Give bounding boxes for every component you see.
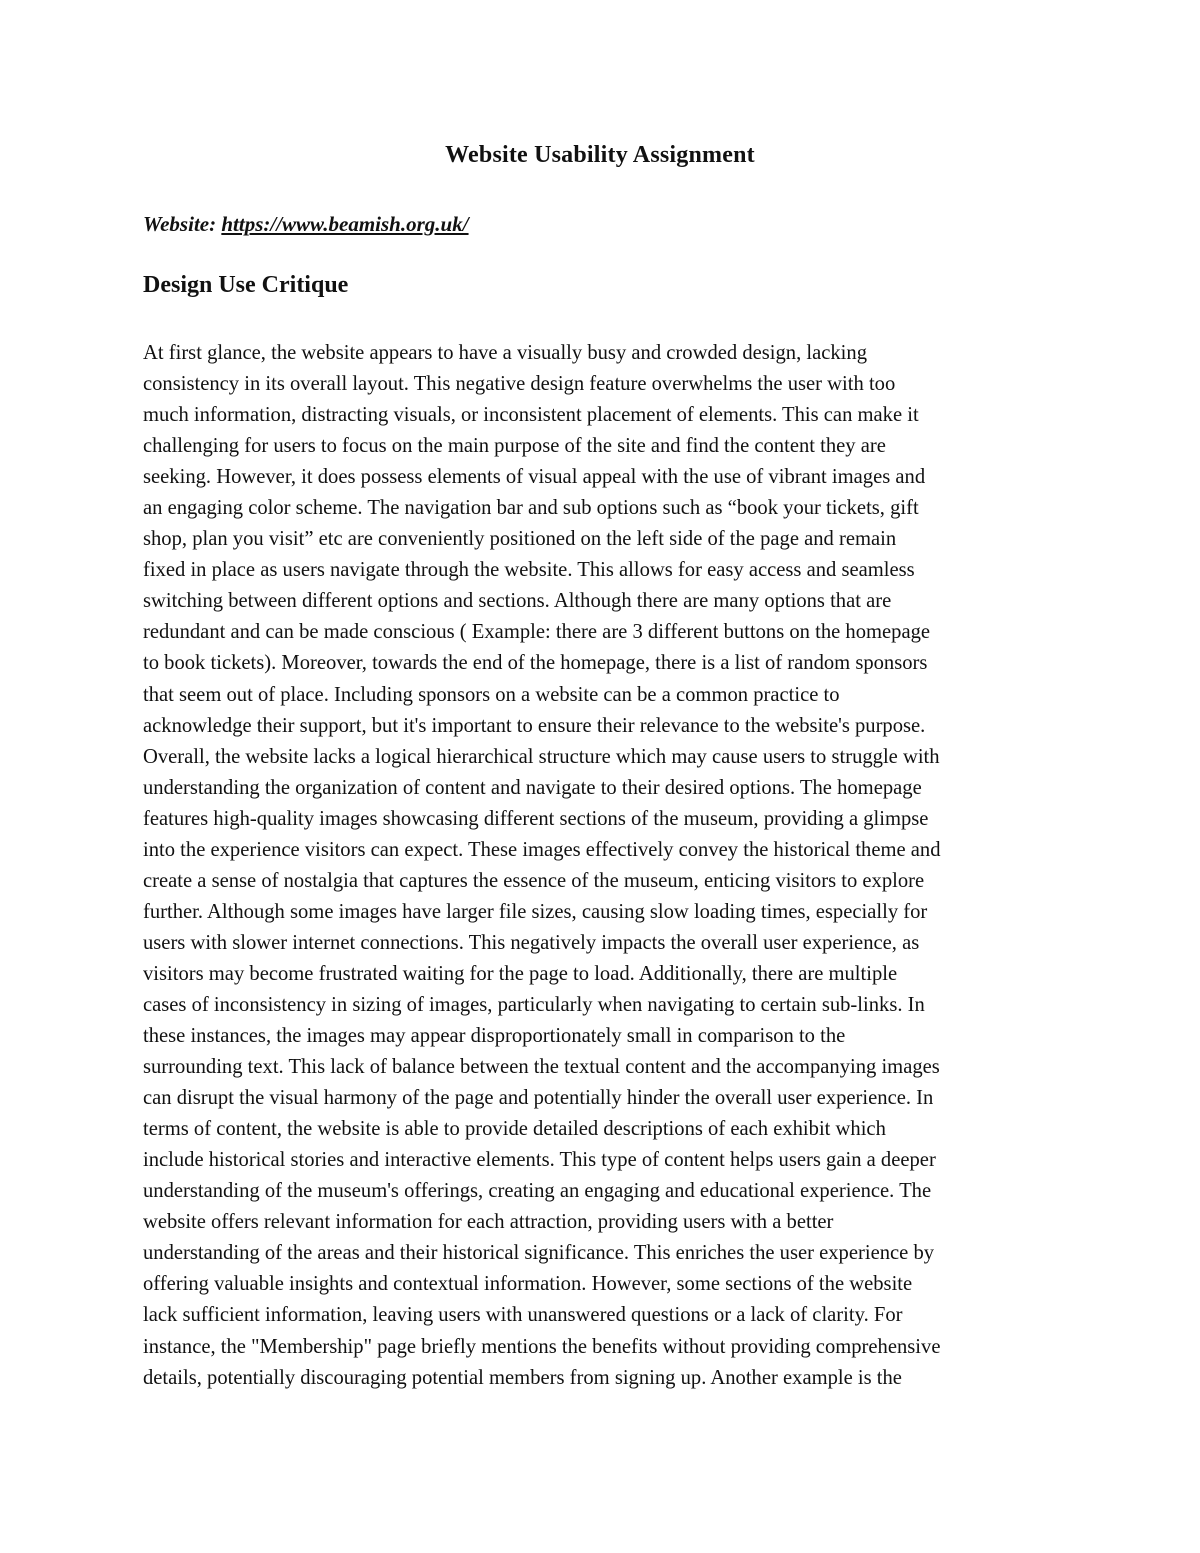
body-line: visitors may become frustrated waiting for the page to load. Additionally, there are multiple xyxy=(143,962,898,985)
website-link[interactable]: https://www.beamish.org.uk/ xyxy=(221,212,469,236)
body-line: an engaging color scheme. The navigation bar and sub options such as “book your tickets, gift xyxy=(143,497,919,520)
body-line: users with slower internet connections. This negatively impacts the overall user experience, as xyxy=(143,931,920,954)
body-line: include historical stories and interactive elements. This type of content helps users gain a deeper xyxy=(143,1149,936,1172)
body-line: switching between different options and sections. Although there are many options that are xyxy=(143,590,892,613)
body-line: consistency in its overall layout. This negative design feature overwhelms the user with too xyxy=(143,373,896,396)
body-line: acknowledge their support, but it's important to ensure their relevance to the website's purpose. xyxy=(143,714,926,737)
body-paragraph xyxy=(143,338,1061,1394)
body-line: seeking. However, it does possess elements of visual appeal with the use of vibrant images and xyxy=(143,466,926,489)
body-line: redundant and can be made conscious ( Example: there are 3 different buttons on the homepage xyxy=(143,621,931,644)
body-line: can disrupt the visual harmony of the page and potentially hinder the overall user experience. In xyxy=(143,1087,934,1110)
body-line: features high-quality images showcasing different sections of the museum, providing a glimpse xyxy=(143,807,929,830)
body-line: understanding of the museum's offerings, creating an engaging and educational experience. The xyxy=(143,1180,932,1203)
body-line: understanding the organization of content and navigate to their desired options. The homepage xyxy=(143,776,922,799)
body-line: understanding of the areas and their historical significance. This enriches the user experience by xyxy=(143,1242,935,1265)
body-line: create a sense of nostalgia that captures the essence of the museum, enticing visitors to explore xyxy=(143,869,925,892)
body-line: cases of inconsistency in sizing of images, particularly when navigating to certain sub-links. In xyxy=(143,993,925,1016)
body-line: these instances, the images may appear disproportionately small in comparison to the xyxy=(143,1025,846,1048)
website-label: Website: xyxy=(143,212,217,236)
body-line: to book tickets). Moreover, towards the end of the homepage, there is a list of random sponsors xyxy=(143,652,928,675)
body-line: instance, the "Membership" page briefly mentions the benefits without providing comprehensive xyxy=(143,1335,941,1358)
body-line: website offers relevant information for each attraction, providing users with a better xyxy=(143,1211,834,1234)
body-line: details, potentially discouraging potential members from signing up. Another example is the xyxy=(143,1366,902,1389)
body-line: At first glance, the website appears to have a visually busy and crowded design, lacking xyxy=(143,342,867,364)
body-line: Overall, the website lacks a logical hierarchical structure which may cause users to struggle with xyxy=(143,745,940,768)
body-line: that seem out of place. Including sponsors on a website can be a common practice to xyxy=(143,683,840,706)
body-line: offering valuable insights and contextual information. However, some sections of the website xyxy=(143,1273,913,1296)
body-line: much information, distracting visuals, or inconsistent placement of elements. This can make it xyxy=(143,404,919,427)
body-line: fixed in place as users navigate through the website. This allows for easy access and seamless xyxy=(143,559,915,582)
body-line: lack sufficient information, leaving users with unanswered questions or a lack of clarity. For xyxy=(143,1304,903,1327)
body-line: shop, plan you visit” etc are conveniently positioned on the left side of the page and remain xyxy=(143,528,897,551)
document-title: Website Usability Assignment xyxy=(445,142,755,168)
body-line: surrounding text. This lack of balance between the textual content and the accompanying images xyxy=(143,1056,940,1079)
body-line: challenging for users to focus on the main purpose of the site and find the content they are xyxy=(143,435,886,458)
body-line: further. Although some images have larger file sizes, causing slow loading times, especially for xyxy=(143,900,928,923)
website-line xyxy=(143,212,469,237)
section-heading: Design Use Critique xyxy=(143,272,349,298)
body-line: terms of content, the website is able to provide detailed descriptions of each exhibit which xyxy=(143,1118,886,1141)
body-line: into the experience visitors can expect. These images effectively convey the historical theme and xyxy=(143,838,941,861)
